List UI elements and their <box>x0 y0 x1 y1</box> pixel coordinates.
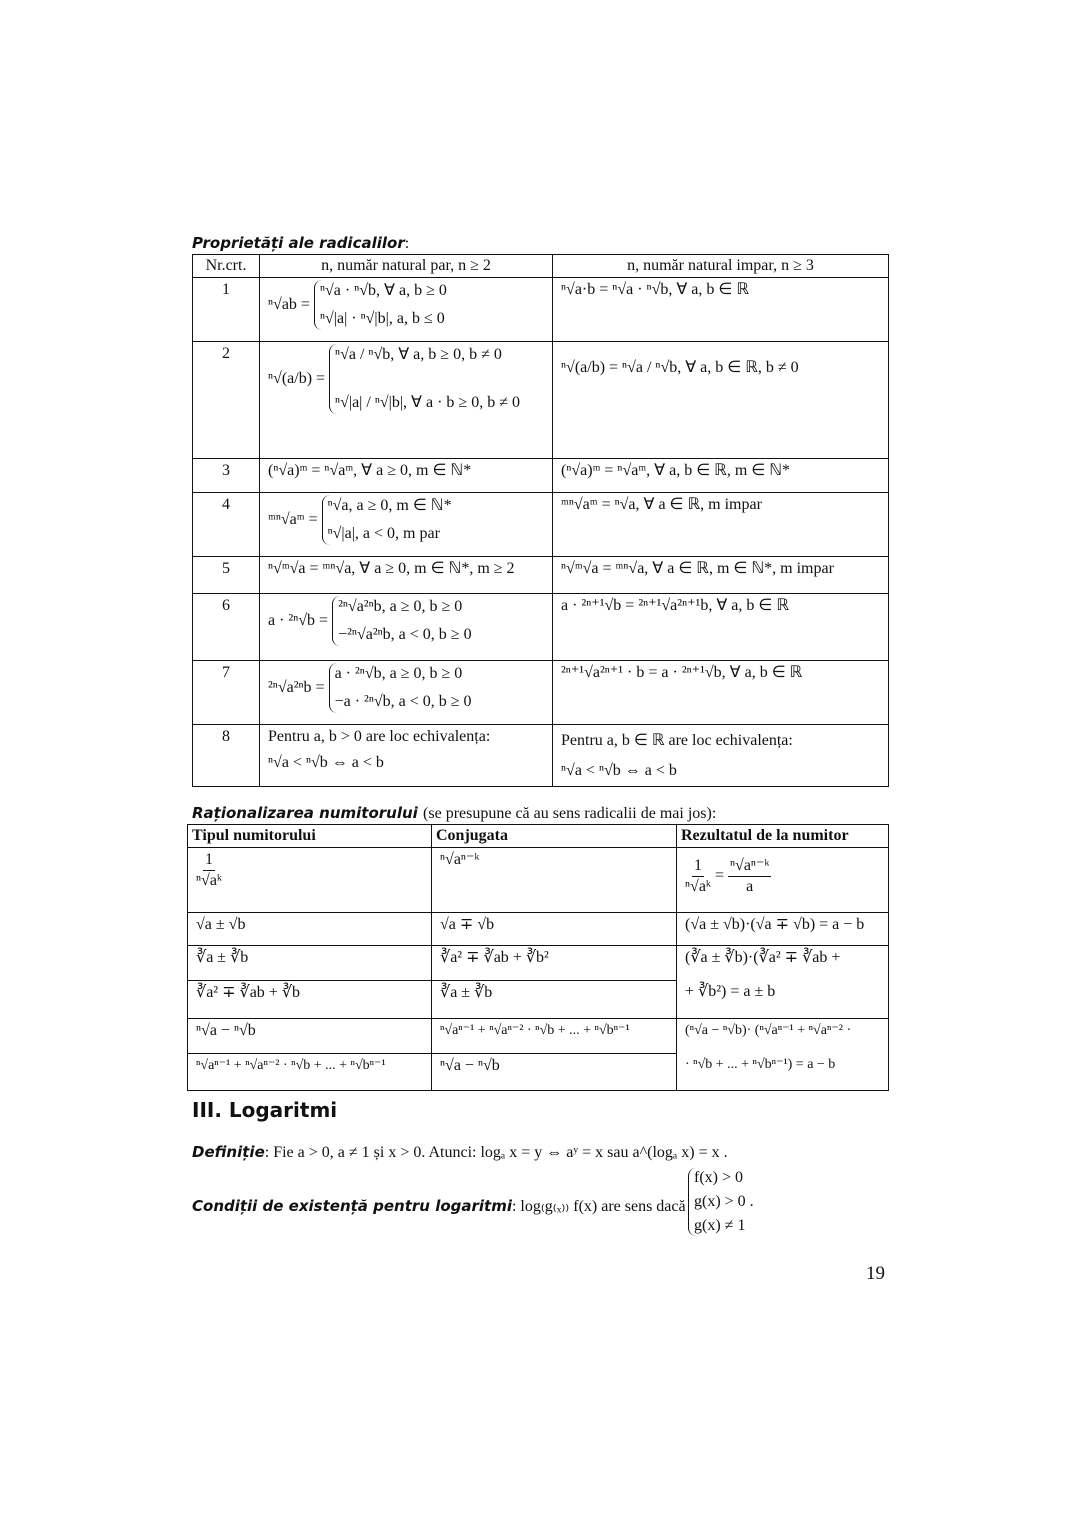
result <box>677 848 889 913</box>
header-result: Rezultatul de la numitor <box>677 825 889 848</box>
odd-formula: ²ⁿ⁺¹√a²ⁿ⁺¹ · b = a · ²ⁿ⁺¹√b, ∀ a, b ∈ ℝ <box>553 661 889 725</box>
header-type: Tipul numitorului <box>188 825 432 848</box>
denominator-type <box>188 848 432 913</box>
even-formula: (ⁿ√a)ᵐ = ⁿ√aᵐ, ∀ a ≥ 0, m ∈ ℕ* <box>260 459 553 493</box>
odd-formula: ᵐⁿ√aᵐ = ⁿ√a, ∀ a ∈ ℝ, m impar <box>553 493 889 557</box>
even-formula <box>260 661 553 725</box>
row-number: 6 <box>193 594 260 661</box>
even-formula <box>260 594 553 661</box>
conjugate: ∛a ± ∛b <box>432 981 677 1019</box>
definition-label: Definiție <box>192 1143 265 1161</box>
text-line: ⁿ√a < ⁿ√b ⇔ a < b <box>268 754 384 771</box>
denominator: a <box>746 878 754 895</box>
text-line: (ⁿ√a − ⁿ√b)· (ⁿ√aⁿ⁻¹ + ⁿ√aⁿ⁻² · <box>685 1023 852 1038</box>
odd-formula: ⁿ√(a/b) = ⁿ√a / ⁿ√b, ∀ a, b ∈ ℝ, b ≠ 0 <box>553 342 889 459</box>
table-row <box>188 1019 889 1054</box>
header-even: n, număr natural par, n ≥ 2 <box>260 255 553 278</box>
conjugate: √a ∓ √b <box>432 913 677 946</box>
cases-brace <box>322 495 452 545</box>
radicals-section-title: Proprietăți ale radicalilor: <box>192 234 410 252</box>
denominator-type: √a ± √b <box>188 913 432 946</box>
case: ⁿ√|a|, a < 0, m par <box>327 525 440 542</box>
logarithm-definition <box>192 1143 728 1162</box>
denominator-type: ⁿ√aⁿ⁻¹ + ⁿ√aⁿ⁻² · ⁿ√b + ... + ⁿ√bⁿ⁻¹ <box>188 1054 432 1091</box>
denominator: ⁿ√aᵏ <box>196 872 222 889</box>
case: a · ²ⁿ√b, a ≥ 0, b ≥ 0 <box>334 665 463 682</box>
conditions-label: Condiții de existență pentru logaritmi <box>192 1197 512 1215</box>
header-conjugate: Conjugata <box>432 825 677 848</box>
case: −²ⁿ√a²ⁿb, a < 0, b ≥ 0 <box>338 626 472 643</box>
page-number: 19 <box>866 1263 885 1284</box>
row-number: 8 <box>193 725 260 787</box>
formula-lhs: ²ⁿ√a²ⁿb = <box>268 679 325 696</box>
row-number: 5 <box>193 557 260 594</box>
formula-lhs: a · ²ⁿ√b = <box>268 612 329 629</box>
result <box>677 946 889 1019</box>
cases-brace <box>332 596 471 646</box>
denominator: ⁿ√aᵏ <box>685 878 711 895</box>
table-row <box>193 725 889 787</box>
table-header-row <box>193 255 889 278</box>
denominator-type: ⁿ√a − ⁿ√b <box>188 1019 432 1054</box>
text-line: · ⁿ√b + ... + ⁿ√bⁿ⁻¹) = a − b <box>685 1057 836 1072</box>
text-line: ⁿ√a < ⁿ√b ⇔ a < b <box>561 762 677 779</box>
odd-formula: (ⁿ√a)ᵐ = ⁿ√aᵐ, ∀ a, b ∈ ℝ, m ∈ ℕ* <box>553 459 889 493</box>
case: ⁿ√|a| / ⁿ√|b|, ∀ a · b ≥ 0, b ≠ 0 <box>335 394 520 411</box>
text-line: + ∛b²) = a ± b <box>685 983 776 1000</box>
case: ⁿ√a / ⁿ√b, ∀ a, b ≥ 0, b ≠ 0 <box>335 346 502 363</box>
denominator-type: ∛a ± ∛b <box>188 946 432 981</box>
conditions-text: : log₍g₍ₓ₎₎ f(x) are sens dacă <box>511 1198 686 1215</box>
table-row <box>193 661 889 725</box>
formula-lhs: ⁿ√ab = <box>268 296 310 313</box>
rationalization-table <box>187 824 889 1091</box>
denominator-type: ∛a² ∓ ∛ab + ∛b <box>188 981 432 1019</box>
even-formula <box>260 342 553 459</box>
table-row <box>188 946 889 981</box>
row-number: 4 <box>193 493 260 557</box>
table-header-row <box>188 825 889 848</box>
text-line: Pentru a, b ∈ ℝ are loc echivalența: <box>561 732 793 749</box>
logarithms-heading: III. Logaritmi <box>192 1098 338 1122</box>
table-row <box>193 459 889 493</box>
header-odd: n, număr natural impar, n ≥ 3 <box>553 255 889 278</box>
even-formula <box>260 725 553 787</box>
conjugate: ∛a² ∓ ∛ab + ∛b² <box>432 946 677 981</box>
table-row <box>188 913 889 946</box>
equals-sign: = <box>714 867 724 885</box>
conjugate: ⁿ√a − ⁿ√b <box>432 1054 677 1091</box>
formula-lhs: ⁿ√(a/b) = <box>268 370 326 387</box>
case: ⁿ√a · ⁿ√b, ∀ a, b ≥ 0 <box>319 282 447 299</box>
cases-brace <box>314 280 447 330</box>
odd-formula: ⁿ√a·b = ⁿ√a · ⁿ√b, ∀ a, b ∈ ℝ <box>553 278 889 342</box>
cases-brace <box>329 344 520 414</box>
odd-formula <box>553 725 889 787</box>
even-formula <box>260 278 553 342</box>
table-row <box>193 278 889 342</box>
text-line: (∛a ± ∛b)·(∛a² ∓ ∛ab + <box>685 949 841 966</box>
odd-formula: a · ²ⁿ⁺¹√b = ²ⁿ⁺¹√a²ⁿ⁺¹b, ∀ a, b ∈ ℝ <box>553 594 889 661</box>
conditions-cases <box>688 1168 754 1236</box>
even-formula <box>260 493 553 557</box>
definition-text: : Fie a > 0, a ≠ 1 și x > 0. Atunci: logₐ x = y ⇔ aʸ = x sau a^(logₐ x) = x . <box>264 1144 728 1161</box>
case: g(x) ≠ 1 <box>694 1217 746 1234</box>
header-nr: Nr.crt. <box>193 255 260 278</box>
case: ⁿ√|a| · ⁿ√|b|, a, b ≤ 0 <box>319 310 445 327</box>
row-number: 2 <box>193 342 260 459</box>
conjugate: ⁿ√aⁿ⁻¹ + ⁿ√aⁿ⁻² · ⁿ√b + ... + ⁿ√bⁿ⁻¹ <box>432 1019 677 1054</box>
text-line: Pentru a, b > 0 are loc echivalența: <box>268 728 491 745</box>
table-row <box>193 594 889 661</box>
table-row <box>193 493 889 557</box>
table-row <box>193 342 889 459</box>
conjugate: ⁿ√aⁿ⁻ᵏ <box>432 848 677 913</box>
row-number: 1 <box>193 278 260 342</box>
case: g(x) > 0 . <box>694 1193 754 1210</box>
result: (√a ± √b)·(√a ∓ √b) = a − b <box>677 913 889 946</box>
radicals-properties-table <box>192 254 889 787</box>
numerator: ⁿ√aⁿ⁻ᵏ <box>728 856 771 877</box>
even-formula: ⁿ√ᵐ√a = ᵐⁿ√a, ∀ a ≥ 0, m ∈ ℕ*, m ≥ 2 <box>260 557 553 594</box>
cases-brace <box>329 663 472 713</box>
table-row <box>188 848 889 913</box>
case: f(x) > 0 <box>694 1169 744 1186</box>
result <box>677 1019 889 1091</box>
numerator: 1 <box>692 856 704 877</box>
row-number: 7 <box>193 661 260 725</box>
odd-formula: ⁿ√ᵐ√a = ᵐⁿ√a, ∀ a ∈ ℝ, m ∈ ℕ*, m impar <box>553 557 889 594</box>
logarithm-conditions <box>192 1196 686 1216</box>
case: −a · ²ⁿ√b, a < 0, b ≥ 0 <box>334 693 472 710</box>
case: ²ⁿ√a²ⁿb, a ≥ 0, b ≥ 0 <box>338 598 463 615</box>
rationalization-section-title: Raționalizarea numitorului (se presupune că au sens radicalii de mai jos): <box>192 804 717 822</box>
numerator: 1 <box>203 850 215 871</box>
formula-lhs: ᵐⁿ√aᵐ = <box>268 511 318 528</box>
case: ⁿ√a, a ≥ 0, m ∈ ℕ* <box>327 497 452 514</box>
table-row <box>193 557 889 594</box>
row-number: 3 <box>193 459 260 493</box>
